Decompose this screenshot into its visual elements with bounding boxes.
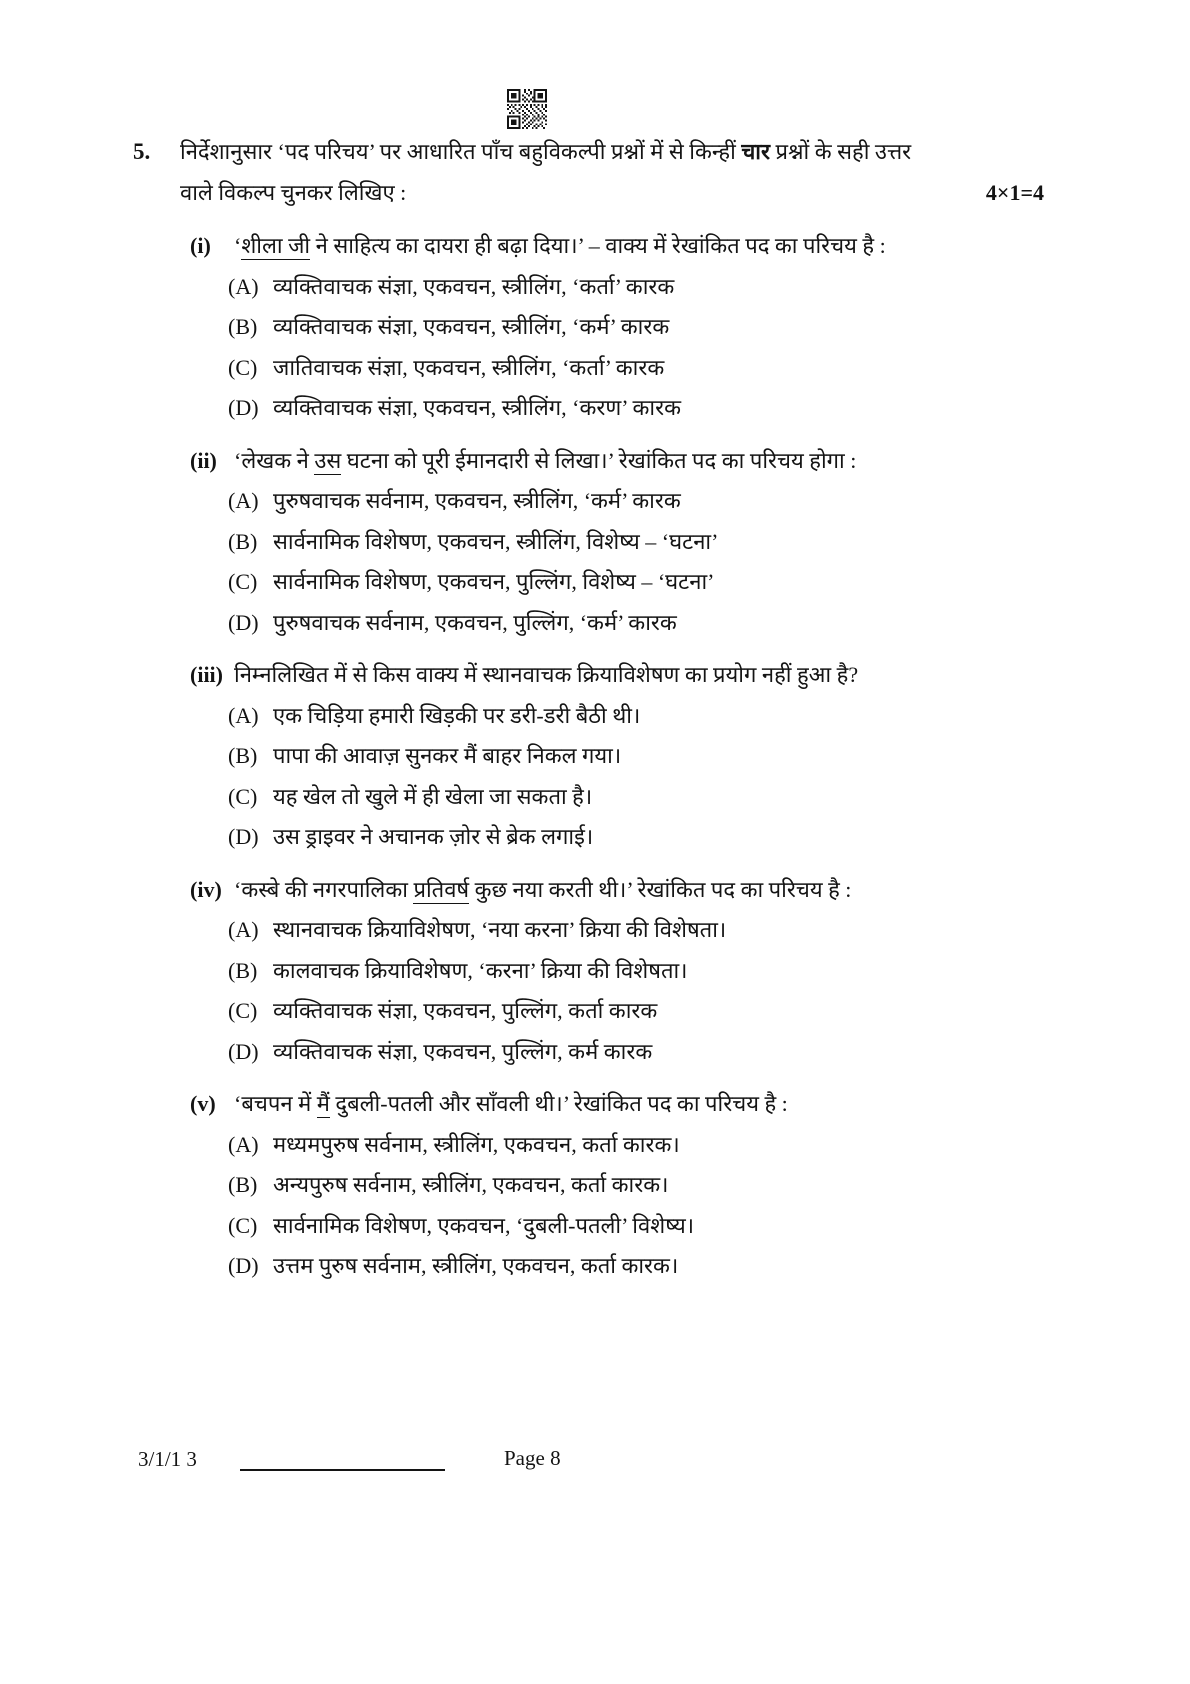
stem-pre: ‘बचपन में [234, 1091, 317, 1116]
option-label: (B) [228, 1172, 258, 1197]
option-label: (B) [228, 957, 258, 983]
page-number: Page 8 [504, 1446, 561, 1470]
intro-text-line2: वाले विकल्प चुनकर लिखिए : [180, 180, 407, 205]
sub-question-text [234, 655, 858, 696]
option-row [133, 388, 1044, 429]
option-row [133, 991, 1044, 1032]
option-text: सार्वनामिक विशेषण, एकवचन, स्त्रीलिंग, विशेष्य – ‘घटना’ [273, 528, 719, 554]
option-label: (A) [228, 702, 259, 728]
option-row [133, 1246, 1044, 1287]
sub-question-label: (ii) [190, 447, 217, 473]
option-label: (C) [228, 569, 258, 594]
stem-pre: ‘कस्बे की नगरपालिका [234, 876, 414, 902]
sub-question-ii [133, 441, 1044, 644]
sub-question-iii [133, 655, 1044, 858]
option-text: अन्यपुरुष सर्वनाम, स्त्रीलिंग, एकवचन, कर्ता कारक। [273, 1172, 669, 1197]
sub-question-list [133, 226, 1044, 1299]
sub-question-label: (iv) [190, 876, 222, 902]
option-text: मध्यमपुरुष सर्वनाम, स्त्रीलिंग, एकवचन, कर्ता कारक। [273, 1131, 680, 1157]
option-text: पापा की आवाज़ सुनकर मैं बाहर निकल गया। [273, 743, 622, 768]
intro-bold-word: चार [741, 139, 770, 164]
option-text: जातिवाचक संज्ञा, एकवचन, स्त्रीलिंग, ‘कर्ता’ कारक [273, 354, 665, 380]
marks-allocation: 4×1=4 [985, 180, 1044, 205]
stem-post: दुबली-पतली और साँवली थी।’ रेखांकित पद का परिचय है : [329, 1091, 788, 1116]
sub-question-stem [133, 870, 1044, 911]
option-label: (A) [228, 273, 259, 299]
option-label: (A) [228, 1131, 259, 1157]
option-label: (D) [228, 395, 259, 420]
option-label: (C) [228, 354, 258, 380]
option-row [133, 1206, 1044, 1247]
option-label: (B) [228, 528, 258, 554]
option-text: स्थानवाचक क्रियाविशेषण, ‘नया करना’ क्रिया की विशेषता। [273, 917, 727, 942]
option-label: (C) [228, 998, 258, 1023]
option-text: एक चिड़िया हमारी खिड़की पर डरी-डरी बैठी थी। [273, 702, 641, 728]
sub-question-label: (iii) [190, 662, 223, 687]
option-row [133, 562, 1044, 603]
option-row [133, 522, 1044, 563]
option-row [133, 951, 1044, 992]
option-text: कालवाचक क्रियाविशेषण, ‘करना’ क्रिया की विशेषता। [273, 957, 688, 983]
option-row [133, 603, 1044, 644]
option-text: यह खेल तो खुले में ही खेला जा सकता है। [273, 783, 593, 809]
question-intro-line2 [180, 172, 1044, 213]
option-row [133, 910, 1044, 951]
option-row [133, 1125, 1044, 1166]
option-text: उत्तम पुरुष सर्वनाम, स्त्रीलिंग, एकवचन, कर्ता कारक। [273, 1253, 679, 1278]
option-label: (A) [228, 488, 259, 513]
stem-pre: ‘ [234, 233, 242, 258]
sub-question-iv [133, 870, 1044, 1073]
sub-question-label: (i) [190, 233, 211, 258]
sub-question-text [234, 441, 856, 482]
underlined-word: प्रतिवर्ष [413, 876, 470, 902]
option-text: पुरुषवाचक सर्वनाम, एकवचन, पुल्लिंग, ‘कर्म’ कारक [273, 609, 677, 635]
sub-question-stem [133, 441, 1044, 482]
question-number: 5. [133, 139, 151, 164]
underlined-word: मैं [316, 1091, 330, 1116]
stem-post: घटना को पूरी ईमानदारी से लिखा।’ रेखांकित पद का परिचय होगा : [341, 447, 857, 473]
option-label: (D) [228, 1253, 259, 1278]
sub-question-text [234, 870, 851, 911]
underlined-word: शीला जी [241, 233, 311, 258]
stem-post: ने साहित्य का दायरा ही बढ़ा दिया।’ – वाक्य में रेखांकित पद का परिचय है : [310, 233, 886, 258]
sub-question-v [133, 1084, 1044, 1287]
stem-post: कुछ नया करती थी।’ रेखांकित पद का परिचय है : [469, 876, 852, 902]
option-label: (C) [228, 1212, 258, 1238]
stem-pre: ‘लेखक ने [234, 447, 315, 473]
sub-question-text [234, 226, 886, 267]
option-row [133, 481, 1044, 522]
option-text: सार्वनामिक विशेषण, एकवचन, ‘दुबली-पतली’ विशेष्य। [273, 1212, 695, 1238]
option-label: (D) [228, 609, 259, 635]
question-intro-line1 [180, 131, 1044, 172]
option-text: व्यक्तिवाचक संज्ञा, एकवचन, पुल्लिंग, कर्म कारक [273, 1038, 653, 1064]
option-row [133, 348, 1044, 389]
option-label: (D) [228, 1038, 259, 1064]
option-label: (C) [228, 783, 258, 809]
option-row [133, 1032, 1044, 1073]
option-row [133, 307, 1044, 348]
option-label: (B) [228, 314, 258, 339]
option-row [133, 777, 1044, 818]
option-label: (B) [228, 743, 258, 768]
option-row [133, 736, 1044, 777]
option-text: व्यक्तिवाचक संज्ञा, एकवचन, स्त्रीलिंग, ‘करण’ कारक [273, 395, 681, 420]
option-text: व्यक्तिवाचक संज्ञा, एकवचन, स्त्रीलिंग, ‘कर्म’ कारक [273, 314, 670, 339]
option-text: सार्वनामिक विशेषण, एकवचन, पुल्लिंग, विशेष्य – ‘घटना’ [273, 569, 715, 594]
option-text: व्यक्तिवाचक संज्ञा, एकवचन, स्त्रीलिंग, ‘कर्ता’ कारक [273, 273, 675, 299]
stem-pre: निम्नलिखित में से किस वाक्य में स्थानवाचक क्रियाविशेषण का प्रयोग नहीं हुआ है? [234, 662, 859, 687]
option-row [133, 696, 1044, 737]
sub-question-stem [133, 655, 1044, 696]
sub-question-text [234, 1084, 788, 1125]
sub-question-label: (v) [190, 1091, 216, 1116]
footer-divider-line [240, 1469, 445, 1471]
option-text: व्यक्तिवाचक संज्ञा, एकवचन, पुल्लिंग, कर्ता कारक [273, 998, 658, 1023]
option-text: उस ड्राइवर ने अचानक ज़ोर से ब्रेक लगाई। [273, 824, 594, 849]
option-label: (A) [228, 917, 259, 942]
paper-code: 3/1/1 3 [138, 1447, 197, 1471]
underlined-word: उस [314, 447, 342, 473]
option-row [133, 267, 1044, 308]
option-row [133, 1165, 1044, 1206]
option-text: पुरुषवाचक सर्वनाम, एकवचन, स्त्रीलिंग, ‘कर्म’ कारक [273, 488, 681, 513]
intro-text-end: प्रश्नों के सही उत्तर [769, 139, 912, 164]
option-row [133, 817, 1044, 858]
sub-question-i [133, 226, 1044, 429]
sub-question-stem [133, 1084, 1044, 1125]
option-label: (D) [228, 824, 259, 849]
sub-question-stem [133, 226, 1044, 267]
question-intro [180, 131, 1044, 213]
question-5 [133, 131, 1044, 213]
qr-code-icon [507, 89, 547, 129]
intro-text: निर्देशानुसार ‘पद परिचय’ पर आधारित पाँच बहुविकल्पी प्रश्नों में से किन्हीं [180, 139, 742, 164]
